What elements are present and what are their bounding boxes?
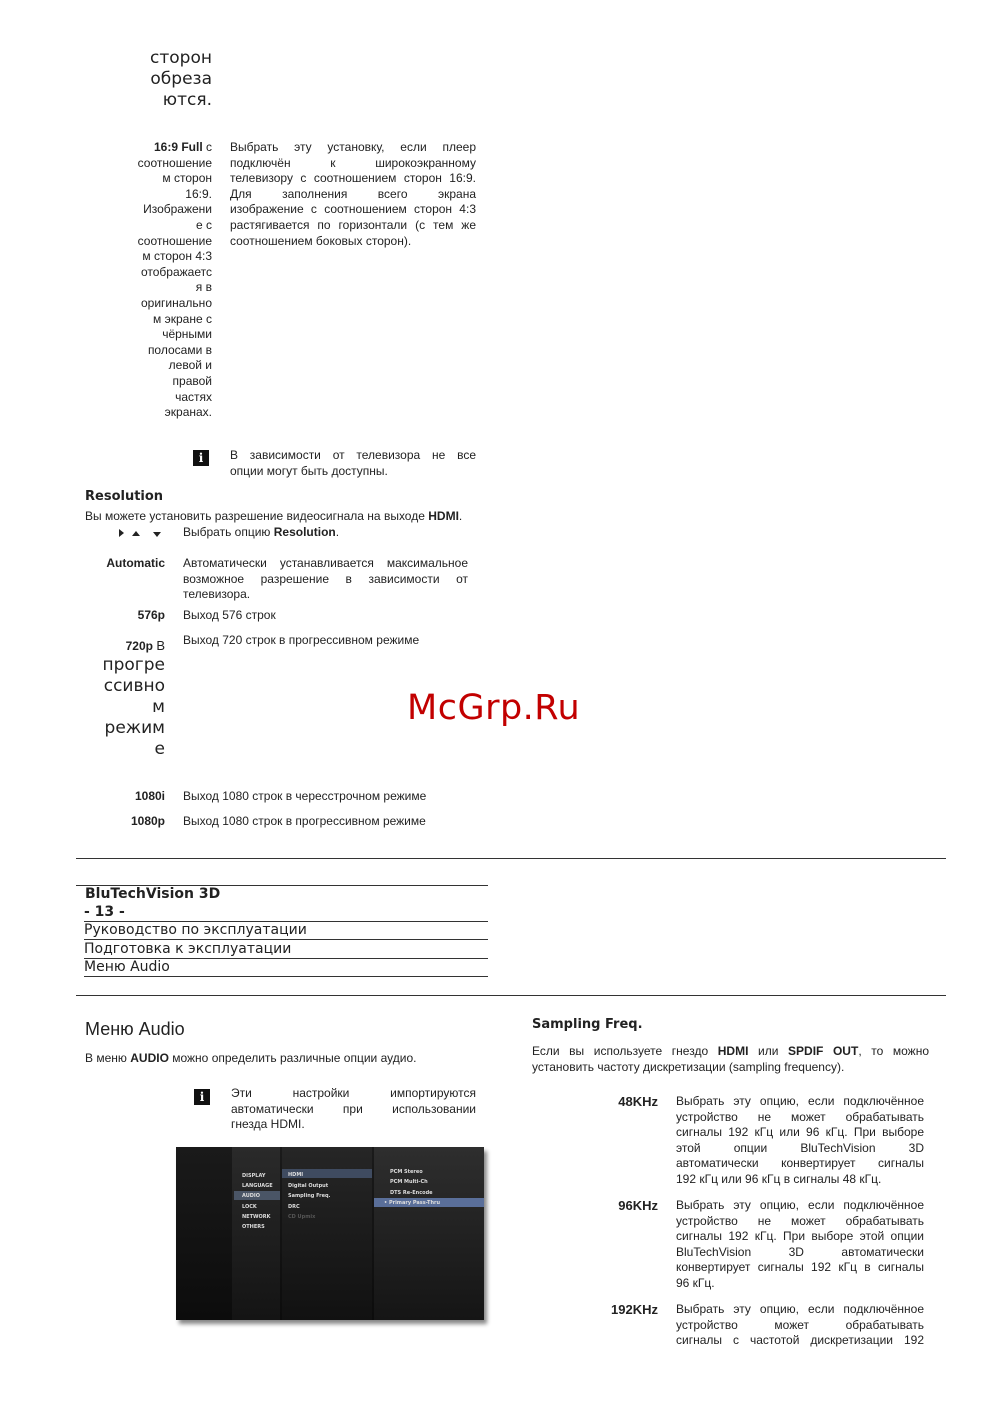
text-span: Resolution — [273, 525, 336, 539]
text-span: AUDIO — [130, 1051, 169, 1065]
text-line: правой — [172, 373, 212, 388]
text-line: отображаетс — [140, 264, 212, 279]
text-span: SPDIF OUT — [788, 1044, 859, 1058]
menu-item: CD Upmix — [288, 1214, 316, 1220]
1080p-desc: Выход 1080 строк в прогрессивном режиме — [183, 814, 426, 828]
text-line: экранах. — [164, 405, 212, 420]
menu-item: Digital Output — [288, 1183, 329, 1189]
menu-item: HDMI — [288, 1172, 304, 1178]
menu-item: NETWORK — [242, 1214, 271, 1220]
text-line: сторон — [150, 48, 212, 68]
text-span: , то можно — [858, 1044, 930, 1058]
menu-item: AUDIO — [242, 1193, 261, 1199]
text-line: м экране с — [153, 311, 212, 326]
audio-heading: Меню Audio — [85, 1019, 185, 1039]
text-line: я в — [195, 280, 212, 295]
text-line: Выбрать эту опцию, если подключённое — [676, 1094, 924, 1108]
resolution-intro — [85, 509, 495, 525]
menu-item: DRC — [288, 1204, 300, 1210]
192khz-label: 192KHz — [611, 1302, 658, 1317]
text-line: телевизора. — [183, 587, 251, 602]
text-line: изображение с соотношением сторон 4:3 — [230, 202, 476, 217]
text-line: подключён к широкоэкранному — [230, 155, 476, 170]
text-line: растягивается по горизонтали (с тем же — [230, 217, 476, 232]
text-line: левой и — [168, 358, 212, 373]
text-line: Изображени — [143, 202, 212, 217]
right-arrow-icon — [119, 529, 124, 537]
menu-item: LOCK — [242, 1204, 257, 1210]
192khz-desc — [676, 1302, 924, 1349]
automatic-desc — [183, 556, 468, 603]
576p-label: 576p — [137, 608, 165, 622]
text-line: Выбрать эту установку, если плеер — [230, 140, 476, 154]
1080i-desc: Выход 1080 строк в чересстрочном режиме — [183, 789, 427, 803]
menu-item: DTS Re-Encode — [390, 1190, 433, 1196]
text-line: Для заполнения всего экрана — [230, 186, 476, 201]
text-line: полосами в — [147, 342, 212, 357]
text-span: или — [748, 1044, 789, 1058]
96khz-desc — [676, 1198, 924, 1292]
text-line: Эти настройки импортируются — [231, 1086, 476, 1100]
text-span: HDMI — [717, 1044, 749, 1058]
menu-item-label: Primary Pass-Thru — [388, 1200, 441, 1206]
footer-product: BluTechVision 3D — [85, 886, 221, 902]
menu-item: PCM Multi-Ch — [390, 1179, 428, 1185]
info-icon: i — [193, 450, 209, 466]
text-line: е — [154, 739, 165, 759]
text-line: этой опции BluTechVision 3D — [676, 1140, 924, 1155]
text-line: е с — [195, 217, 212, 232]
text-line: 96 кГц. — [676, 1275, 715, 1290]
footer-row: Руководство по эксплуатации — [84, 922, 488, 940]
text-line: устройство может обрабатывать — [676, 1317, 924, 1332]
menu-item: LANGUAGE — [242, 1183, 273, 1189]
1080i-label: 1080i — [134, 789, 165, 803]
text-span: Выбрать опцию — [183, 525, 274, 539]
text-line: В зависимости от телевизора не все — [230, 448, 476, 462]
text-line: сигналы 192 кГц. При выборе этой опции — [676, 1229, 924, 1244]
1080p-label: 1080p — [130, 814, 165, 828]
text-line: сигналы с частотой дискретизации 192 — [676, 1333, 924, 1348]
text-line: ются. — [162, 90, 212, 110]
text-line: установить частоту дискретизации (sampling frequency). — [532, 1059, 845, 1074]
audio-menu-screenshot — [176, 1147, 484, 1320]
sampling-heading: Sampling Freq. — [532, 1017, 643, 1032]
divider — [76, 995, 946, 996]
text-line: оригинально — [141, 295, 212, 310]
text-line: Автоматически устанавливается максимальное — [183, 556, 468, 570]
menu-item: DISPLAY — [242, 1173, 266, 1179]
text-line — [532, 1044, 929, 1060]
720p-label — [80, 638, 165, 655]
footer-row: Меню Audio — [84, 959, 488, 977]
text-line: автоматически конвертирует сигналы — [676, 1156, 924, 1171]
text-line: автоматически при использовании — [231, 1101, 476, 1116]
up-arrow-icon — [132, 531, 140, 536]
text-line: обреза — [150, 69, 212, 89]
text-line: устройство не может обрабатывать — [676, 1109, 924, 1124]
divider — [76, 858, 946, 859]
text-line: ссивно — [103, 676, 165, 696]
text-line: Выбрать эту опцию, если подключённое — [676, 1302, 924, 1316]
text-span: HDMI — [428, 509, 459, 523]
text-line: устройство не может обрабатывать — [676, 1213, 924, 1228]
footer-page: - 13 - — [84, 904, 488, 922]
text-line: опции могут быть доступны. — [230, 463, 388, 478]
watermark: McGrp.Ru — [407, 688, 581, 728]
48khz-desc — [676, 1094, 924, 1188]
text-span: В — [156, 638, 165, 653]
720p-fragment — [80, 655, 165, 760]
text-span: . — [335, 525, 340, 539]
automatic-label: Automatic — [106, 556, 165, 570]
48khz-label: 48KHz — [618, 1094, 658, 1109]
text-span: . — [458, 509, 463, 523]
top-fragment — [100, 48, 212, 111]
text-line: м сторон — [162, 171, 212, 186]
down-arrow-icon — [153, 532, 161, 537]
menu-item: Sampling Freq. — [288, 1193, 331, 1199]
text-line: чёрными — [162, 327, 212, 342]
footer-row: Подготовка к эксплуатации — [84, 941, 488, 959]
text-line: Выбрать эту опцию, если подключённое — [676, 1198, 924, 1212]
text-line: телевизору с соотношением сторон 16:9. — [230, 171, 476, 186]
menu-item: PCM Stereo — [390, 1169, 423, 1175]
full169-desc — [230, 140, 476, 249]
576p-desc: Выход 576 строк — [183, 608, 276, 622]
text-line: BluTechVision 3D автоматически — [676, 1244, 924, 1259]
text-span: Если вы используете гнездо — [532, 1044, 718, 1058]
text-line: м сторон 4:3 — [142, 249, 212, 264]
menu-item: • Primary Pass-Thru — [384, 1200, 441, 1206]
text-line: с — [202, 140, 212, 154]
info-icon: i — [194, 1089, 210, 1105]
text-span: 720p — [125, 639, 153, 653]
text-line: прогре — [102, 655, 165, 675]
text-line: 192 кГц или 96 кГц в сигналы 48 кГц. — [676, 1171, 882, 1186]
text-line: гнезда HDMI. — [231, 1117, 305, 1132]
text-line: 16:9. — [185, 186, 212, 201]
text-line: сигналы 192 кГц или 96 кГц. При выборе — [676, 1125, 924, 1140]
text-line: м — [152, 697, 165, 717]
audio-note — [231, 1086, 476, 1133]
96khz-label: 96KHz — [618, 1198, 658, 1213]
text-line: соотношение — [137, 155, 212, 170]
menu-item: OTHERS — [242, 1224, 265, 1230]
720p-desc: Выход 720 строк в прогрессивном режиме — [183, 633, 420, 647]
text-line: соотношение — [137, 233, 212, 248]
text-span: В меню — [85, 1051, 131, 1065]
full169-label-bold: 16:9 Full — [153, 140, 203, 154]
full169-label — [110, 140, 212, 421]
sampling-intro — [532, 1044, 929, 1075]
audio-intro — [85, 1051, 505, 1067]
text-line: режим — [104, 718, 165, 738]
text-line: конвертирует сигналы 192 кГц в сигналы — [676, 1260, 924, 1275]
text-line: возможное разрешение в зависимости от — [183, 571, 468, 586]
resolution-nav — [183, 525, 483, 541]
text-line: соотношением боковых сторон). — [230, 233, 412, 248]
text-span: Вы можете установить разрешение видеосигнала на выходе — [85, 509, 429, 523]
note-tv-options — [230, 448, 476, 479]
text-line: частях — [175, 389, 212, 404]
text-span: можно определить различные опции аудио. — [168, 1051, 417, 1065]
resolution-heading: Resolution — [85, 489, 164, 504]
